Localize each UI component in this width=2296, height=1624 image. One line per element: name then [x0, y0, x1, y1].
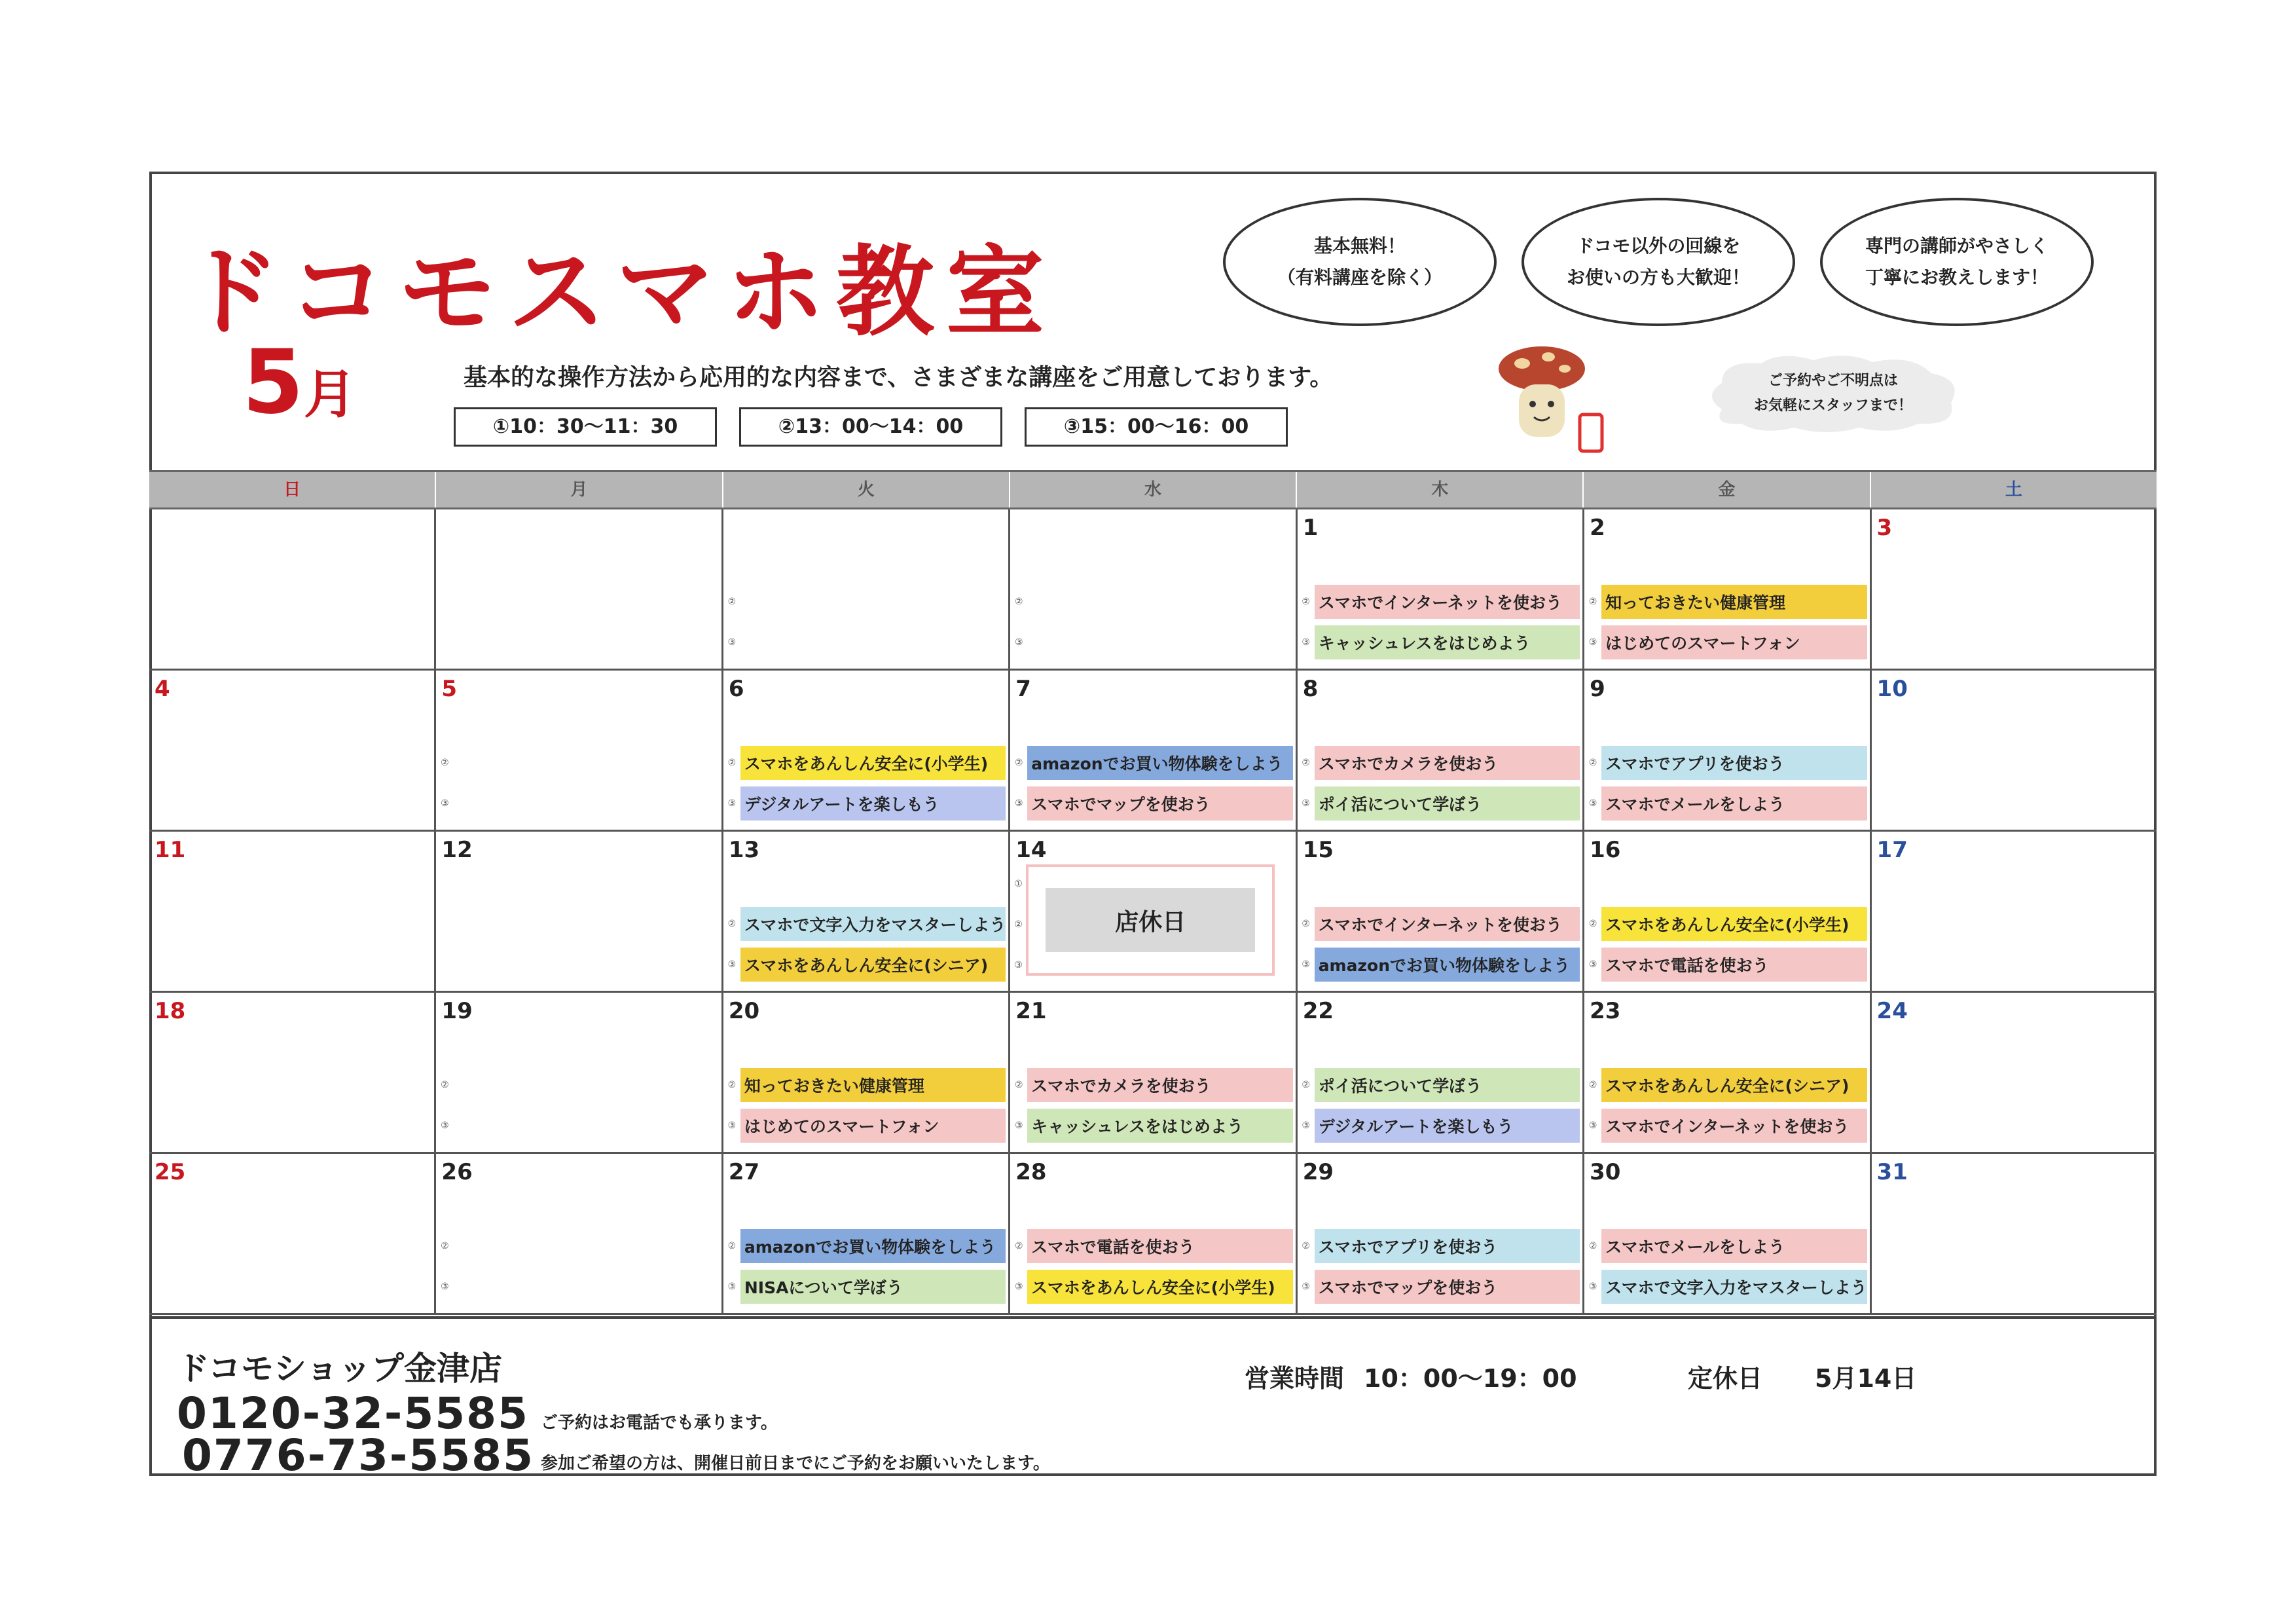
- slot-mark: ②: [727, 1080, 737, 1090]
- calendar-day: [1582, 671, 1869, 830]
- class-title[interactable]: キャッシュレスをはじめよう: [1315, 625, 1580, 659]
- class-title[interactable]: ポイ活について学ぼう: [1315, 786, 1580, 821]
- day-number: 24: [1876, 998, 1908, 1024]
- class-title[interactable]: スマホでインターネットを使おう: [1315, 907, 1580, 941]
- calendar-day: [1296, 832, 1582, 991]
- class-title[interactable]: キャッシュレスをはじめよう: [1027, 1109, 1292, 1143]
- slot-mark: ②: [441, 1080, 449, 1090]
- class-title[interactable]: スマホをあんしん安全に(小学生): [1601, 907, 1867, 941]
- day-number: 2: [1590, 515, 1605, 541]
- class-slot: [1584, 1068, 1869, 1102]
- day-number: 26: [441, 1159, 473, 1185]
- weekday-label: 木: [1296, 472, 1582, 507]
- calendar-day: [149, 832, 434, 991]
- slot-mark: ②: [1588, 1241, 1597, 1251]
- day-number: 18: [155, 998, 186, 1024]
- feature-oval-instructor: [1820, 198, 2094, 326]
- weekday-header: [149, 470, 2157, 509]
- slot-mark: ③: [1014, 1282, 1023, 1292]
- day-number: 27: [728, 1159, 760, 1185]
- class-slot: [723, 746, 1008, 780]
- class-title[interactable]: スマホをあんしん安全に(シニア): [1601, 1068, 1867, 1102]
- time-slot-3: ③15：00～16：00: [1025, 407, 1288, 447]
- class-slot: [1010, 1229, 1295, 1263]
- class-slot: [723, 1270, 1008, 1304]
- weekday-label: 日: [283, 480, 301, 500]
- calendar-day: [1582, 1154, 1869, 1313]
- day-number: 12: [441, 837, 473, 863]
- feature-oval-welcome: [1522, 198, 1795, 326]
- slot-mark: ③: [1302, 637, 1310, 648]
- feature-text: ドコモ以外の回線を お使いの方も大歓迎！: [1566, 235, 1750, 288]
- day-number: 8: [1302, 676, 1319, 702]
- class-slot: [1010, 585, 1295, 619]
- business-hours: [1245, 1358, 1577, 1394]
- slot-mark: ②: [1302, 758, 1310, 768]
- calendar-week: [149, 993, 2157, 1154]
- weekday-label: 火: [722, 472, 1009, 507]
- calendar: [149, 470, 2157, 1315]
- month-unit: 月: [303, 364, 356, 425]
- calendar-day: [721, 993, 1008, 1152]
- class-slot: [1010, 625, 1295, 659]
- slot-mark: ②: [1014, 597, 1023, 607]
- calendar-day: [1296, 1154, 1582, 1313]
- calendar-day: [1296, 671, 1582, 830]
- class-title[interactable]: amazonでお買い物体験をしよう: [1315, 948, 1580, 982]
- slot-mark: ③: [727, 1120, 737, 1131]
- calendar-day: [149, 993, 434, 1152]
- calendar-day: [149, 509, 434, 669]
- slot-mark: ②: [727, 1241, 737, 1251]
- slot-mark: ③: [1014, 960, 1023, 970]
- class-slot: [1584, 1109, 1869, 1143]
- subtitle: 基本的な操作方法から応用的な内容まで、さまざまな講座をご用意しております。: [464, 364, 1334, 391]
- slot-mark: ②: [1014, 919, 1023, 930]
- slot-mark: ②: [727, 919, 737, 929]
- slot-mark: ②: [1588, 597, 1597, 607]
- class-title[interactable]: スマホで文字入力をマスターしよう: [1601, 1270, 1867, 1304]
- phone-number-1[interactable]: 0120-32-5585: [177, 1388, 530, 1439]
- slot-mark: ②: [441, 758, 449, 768]
- holiday-label: 定休日: [1688, 1364, 1763, 1393]
- class-title[interactable]: スマホでアプリを使おう: [1315, 1229, 1580, 1263]
- time-slot-1: ①10：30～11：30: [454, 407, 717, 447]
- day-number: 6: [728, 676, 744, 702]
- day-number: 28: [1015, 1159, 1047, 1185]
- calendar-day: [1870, 832, 2157, 991]
- calendar-day: [434, 993, 721, 1152]
- class-title[interactable]: スマホをあんしん安全に(小学生): [1027, 1270, 1292, 1304]
- class-title[interactable]: スマホでマップを使おう: [1315, 1270, 1580, 1304]
- slot-mark: ③: [1588, 1120, 1597, 1131]
- day-number: 19: [441, 998, 473, 1024]
- time-slot-2: ②13：00～14：00: [739, 407, 1002, 447]
- class-title[interactable]: スマホでカメラを使おう: [1027, 1068, 1292, 1102]
- class-slot: [723, 625, 1008, 659]
- day-number: 20: [728, 998, 760, 1024]
- calendar-day: [1008, 509, 1295, 669]
- class-slot: [1584, 1229, 1869, 1263]
- slot-mark: ②: [1014, 758, 1023, 768]
- class-title[interactable]: ポイ活について学ぼう: [1315, 1068, 1580, 1102]
- day-number: 17: [1876, 837, 1908, 863]
- class-slot: [1584, 746, 1869, 780]
- class-slot: [723, 1109, 1008, 1143]
- class-title[interactable]: デジタルアートを楽しもう: [1315, 1109, 1580, 1143]
- day-number: 16: [1590, 837, 1621, 863]
- slot-mark: ②: [1014, 1080, 1023, 1090]
- calendar-day: [434, 509, 721, 669]
- class-slot: [436, 1229, 721, 1263]
- calendar-day: [721, 509, 1008, 669]
- day-number: 4: [155, 676, 170, 702]
- deadline-note: 参加ご希望の方は、開催日前日までにご予約をお願いいたします。: [541, 1454, 1050, 1473]
- calendar-day: [1296, 509, 1582, 669]
- class-slot: [1298, 786, 1582, 821]
- class-slot: [1584, 907, 1869, 941]
- calendar-day: [721, 832, 1008, 991]
- day-number: 22: [1302, 998, 1334, 1024]
- contact-note: ご予約やご不明点は お気軽にスタッフまで！: [1753, 373, 1912, 414]
- slot-mark: ②: [1014, 1241, 1023, 1251]
- day-number: 14: [1015, 837, 1047, 863]
- day-number: 9: [1590, 676, 1605, 702]
- slot-mark: ③: [1588, 798, 1597, 809]
- class-slot: [1298, 1229, 1582, 1263]
- calendar-day: [1582, 832, 1869, 991]
- class-title[interactable]: amazonでお買い物体験をしよう: [740, 1229, 1006, 1263]
- class-slot: [436, 1270, 721, 1304]
- month-label: [242, 331, 356, 434]
- slot-mark: ②: [727, 758, 737, 768]
- class-slot: [436, 1109, 721, 1143]
- class-title[interactable]: amazonでお買い物体験をしよう: [1027, 746, 1292, 780]
- class-slot: [723, 907, 1008, 941]
- slot-mark: ②: [441, 1241, 449, 1251]
- class-slot: [1298, 585, 1582, 619]
- class-slot: [723, 585, 1008, 619]
- calendar-day: [1870, 993, 2157, 1152]
- day-number: 30: [1590, 1159, 1621, 1185]
- calendar-day: [1008, 993, 1295, 1152]
- feature-text: 専門の講師がやさしく 丁寧にお教えします！: [1865, 235, 2049, 288]
- day-number: 5: [441, 676, 458, 702]
- slot-mark: ③: [441, 1120, 449, 1131]
- class-title[interactable]: デジタルアートを楽しもう: [740, 786, 1006, 821]
- class-title[interactable]: スマホでアプリを使おう: [1601, 746, 1867, 780]
- class-title[interactable]: スマホでカメラを使おう: [1315, 746, 1580, 780]
- class-title[interactable]: NISAについて学ぼう: [740, 1270, 1006, 1304]
- hours-label: 営業時間: [1245, 1364, 1345, 1393]
- slot-mark: ②: [1588, 758, 1597, 768]
- month-number: 5: [242, 331, 304, 434]
- calendar-day: [434, 1154, 721, 1313]
- slot-mark: ③: [1302, 1120, 1310, 1131]
- weekday-label: 金: [1582, 472, 1869, 507]
- holiday-value: 5月14日: [1815, 1364, 1917, 1393]
- phone-number-2[interactable]: 0776-73-5585: [182, 1430, 535, 1481]
- slot-mark: ③: [1302, 959, 1310, 970]
- day-number: 10: [1876, 676, 1908, 702]
- slot-mark: ③: [727, 1282, 737, 1292]
- class-slot: [1298, 1270, 1582, 1304]
- slot-mark: ③: [1588, 1282, 1597, 1292]
- class-slot: [436, 786, 721, 821]
- slot-mark: ②: [727, 597, 737, 607]
- class-title[interactable]: はじめてのスマートフォン: [1601, 625, 1867, 659]
- calendar-day: [434, 671, 721, 830]
- shop-name: ドコモショップ金津店: [177, 1350, 502, 1388]
- calendar-day: [1008, 671, 1295, 830]
- day-number: 3: [1876, 515, 1893, 541]
- class-slot: [723, 1229, 1008, 1263]
- calendar-day: [1296, 993, 1582, 1152]
- day-number: 1: [1302, 515, 1319, 541]
- class-slot: [1584, 786, 1869, 821]
- day-number: 7: [1015, 676, 1031, 702]
- class-slot: [1584, 585, 1869, 619]
- calendar-day: [721, 671, 1008, 830]
- calendar-week: [149, 832, 2157, 993]
- calendar-week: [149, 509, 2157, 671]
- calendar-day: [149, 1154, 434, 1313]
- closed-day-box: [1026, 864, 1275, 976]
- class-title[interactable]: スマホをあんしん安全に(小学生): [740, 746, 1006, 780]
- slot-mark: ②: [1302, 919, 1310, 929]
- day-number: 21: [1015, 998, 1047, 1024]
- class-slot: [723, 948, 1008, 982]
- calendar-day: [1008, 1154, 1295, 1313]
- class-slot: [723, 786, 1008, 821]
- class-slot: [1298, 907, 1582, 941]
- feature-text: 基本無料！ （有料講座を除く）: [1277, 235, 1442, 288]
- class-title[interactable]: スマホでメールをしよう: [1601, 786, 1867, 821]
- class-slot: [1584, 625, 1869, 659]
- slot-mark: ③: [1302, 1282, 1310, 1292]
- weekday-label: 月: [435, 472, 721, 507]
- class-title[interactable]: スマホでインターネットを使おう: [1315, 585, 1580, 619]
- slot-mark: ②: [1302, 1241, 1310, 1251]
- slot-mark: ③: [727, 637, 737, 648]
- class-slot: [436, 746, 721, 780]
- day-number: 15: [1302, 837, 1334, 863]
- class-slot: [1298, 1068, 1582, 1102]
- calendar-day: [434, 832, 721, 991]
- class-title[interactable]: スマホでメールをしよう: [1601, 1229, 1867, 1263]
- feature-oval-free: [1223, 198, 1497, 326]
- class-slot: [1298, 746, 1582, 780]
- slot-mark: ③: [1302, 798, 1310, 809]
- slot-mark: ②: [1588, 919, 1597, 929]
- day-number: 11: [155, 837, 186, 863]
- hours-value: 10：00～19：00: [1364, 1364, 1577, 1393]
- class-title[interactable]: スマホで文字入力をマスターしよう: [740, 907, 1006, 941]
- calendar-week: [149, 671, 2157, 832]
- regular-holiday: [1688, 1358, 1916, 1394]
- class-title[interactable]: スマホで電話を使おう: [1027, 1229, 1292, 1263]
- class-title[interactable]: 知っておきたい健康管理: [1601, 585, 1867, 619]
- slot-mark: ③: [1014, 637, 1023, 648]
- slot-mark: ③: [1588, 959, 1597, 970]
- weekday-label: 水: [1009, 472, 1296, 507]
- slot-mark: ③: [441, 798, 449, 809]
- class-slot: [1298, 1109, 1582, 1143]
- class-title[interactable]: はじめてのスマートフォン: [740, 1109, 1006, 1143]
- closed-day-label: 店休日: [1046, 888, 1255, 952]
- class-slot: [1010, 1270, 1295, 1304]
- class-slot: [1010, 746, 1295, 780]
- calendar-day: [721, 1154, 1008, 1313]
- calendar-day: [1582, 993, 1869, 1152]
- slot-mark: ②: [1588, 1080, 1597, 1090]
- slot-mark: ③: [727, 798, 737, 809]
- class-title[interactable]: スマホで電話を使おう: [1601, 948, 1867, 982]
- calendar-day: [1582, 509, 1869, 669]
- class-slot: [1010, 1068, 1295, 1102]
- calendar-day: [1870, 671, 2157, 830]
- slot-mark: ③: [1014, 1120, 1023, 1131]
- page-title: ドコモスマホ教室: [182, 236, 1057, 350]
- class-title[interactable]: スマホでマップを使おう: [1027, 786, 1292, 821]
- class-slot: [723, 1068, 1008, 1102]
- class-title[interactable]: 知っておきたい健康管理: [740, 1068, 1006, 1102]
- weekday-label: 土: [1870, 472, 2157, 507]
- calendar-day: [1008, 832, 1295, 991]
- footer: [149, 1316, 2157, 1479]
- class-slot: [436, 1068, 721, 1102]
- class-title[interactable]: スマホでインターネットを使おう: [1601, 1109, 1867, 1143]
- slot-mark: ③: [1588, 637, 1597, 648]
- class-slot: [1010, 786, 1295, 821]
- day-number: 29: [1302, 1159, 1334, 1185]
- class-slot: [1010, 1109, 1295, 1143]
- class-slot: [1298, 625, 1582, 659]
- class-slot: [1298, 948, 1582, 982]
- slot-mark: ②: [1302, 597, 1310, 607]
- calendar-day: [1870, 1154, 2157, 1313]
- slot-mark: ①: [1014, 879, 1023, 889]
- calendar-day: [149, 671, 434, 830]
- calendar-day: [1870, 509, 2157, 669]
- class-slot: [1584, 948, 1869, 982]
- slot-mark: ③: [1014, 798, 1023, 809]
- class-slot: [1584, 1270, 1869, 1304]
- slot-mark: ③: [441, 1282, 449, 1292]
- mascot-icon: [1496, 344, 1633, 455]
- day-number: 31: [1876, 1159, 1908, 1185]
- calendar-week: [149, 1154, 2157, 1315]
- slot-mark: ②: [1302, 1080, 1310, 1090]
- day-number: 23: [1590, 998, 1621, 1024]
- slot-mark: ③: [727, 959, 737, 970]
- day-number: 13: [728, 837, 760, 863]
- day-number: 25: [155, 1159, 186, 1185]
- reservation-note: ご予約はお電話でも承ります。: [541, 1413, 778, 1433]
- class-title[interactable]: スマホをあんしん安全に(シニア): [740, 948, 1006, 982]
